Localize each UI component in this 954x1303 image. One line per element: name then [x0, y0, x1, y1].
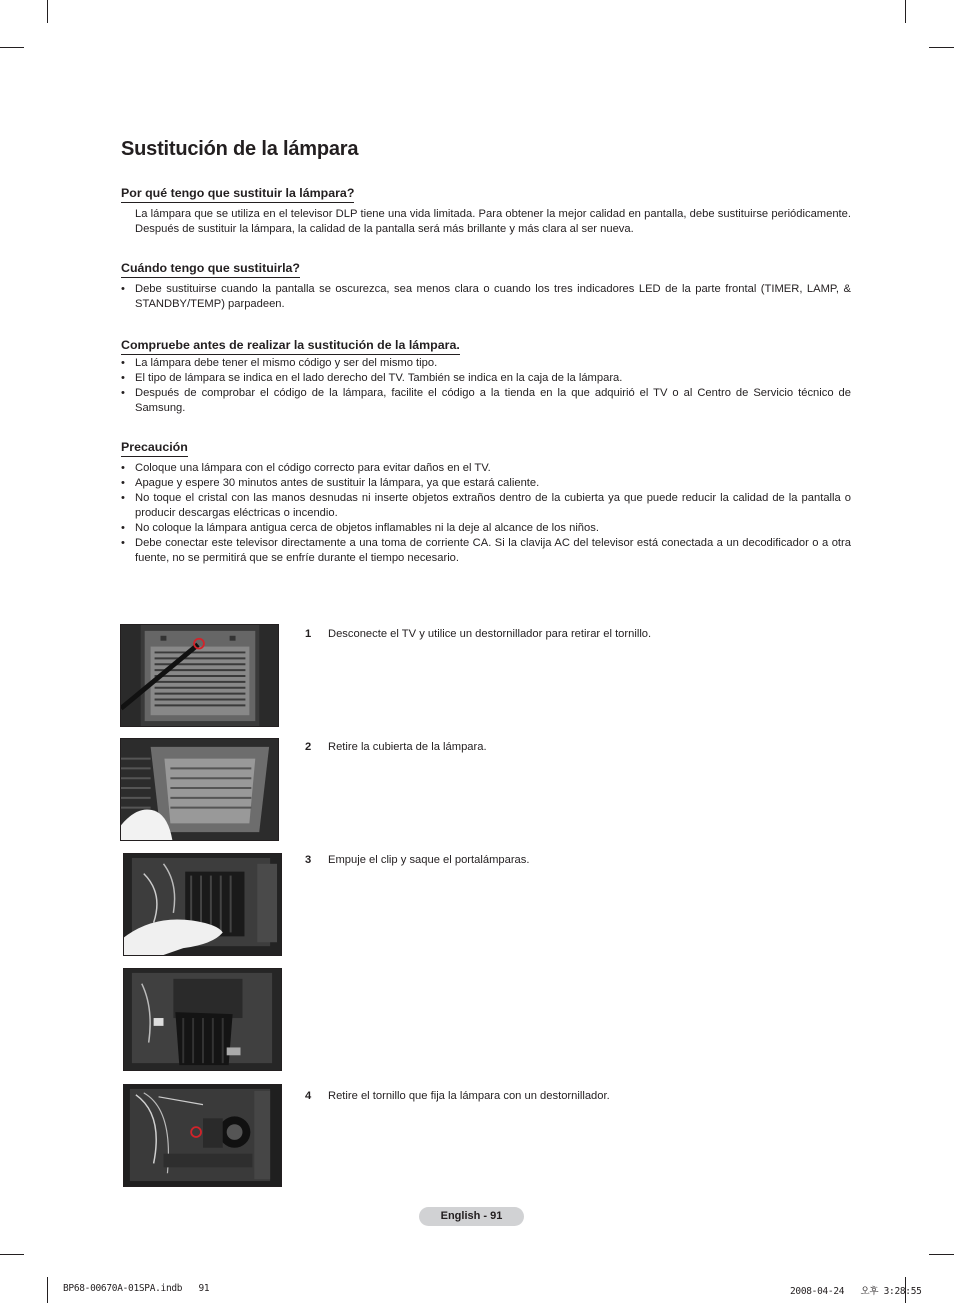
crop-mark: [47, 1277, 48, 1303]
photo-step-3-lamp-holder-hand: [123, 853, 282, 956]
photo-step-4-lamp-screw: [123, 1084, 282, 1187]
list-item: • El tipo de lámpara se indica en el lado derecho del TV. También se indica en la caja de la lámpara.: [121, 372, 623, 384]
bullet-icon: •: [121, 477, 125, 489]
step-text: Empuje el clip y saque el portalámparas.: [328, 854, 530, 866]
bullet-icon: •: [121, 357, 125, 369]
crop-mark: [929, 1254, 954, 1255]
bullet-icon: •: [121, 492, 125, 504]
section-heading-check: Compruebe antes de realizar la sustitución de la lámpara.: [121, 338, 460, 355]
list-item: • Debe sustituirse cuando la pantalla se oscurezca, sea menos clara o cuando los tres indicadores LED de la parte frontal (TIMER, LAMP, & STANDBY/TEMP) parpadeen.: [121, 283, 851, 310]
list-item: • La lámpara debe tener el mismo código y ser del mismo tipo.: [121, 357, 438, 369]
step-text: Retire el tornillo que fija la lámpara con un destornillador.: [328, 1090, 610, 1102]
section-heading-why: Por qué tengo que sustituir la lámpara?: [121, 186, 354, 203]
list-item: • Después de comprobar el código de la lámpara, facilite el código a la tienda en la que adquirió el TV o al Centro de Servicio técnico de Samsung.: [121, 387, 851, 414]
step-number: 2: [305, 741, 312, 753]
step-text: Desconecte el TV y utilice un destornillador para retirar el tornillo.: [328, 628, 652, 640]
crop-mark: [929, 47, 954, 48]
remove-cover-image: [121, 739, 278, 840]
bullet-icon: •: [121, 537, 125, 549]
photo-step-3-pull-holder: [123, 968, 282, 1071]
step-text: Retire la cubierta de la lámpara.: [328, 741, 487, 753]
bullet-icon: •: [121, 372, 125, 384]
photo-step-2-remove-cover: [120, 738, 279, 841]
step-number: 1: [305, 628, 312, 640]
bullet-icon: •: [121, 462, 125, 474]
list-item: • Apague y espere 30 minutos antes de sustituir la lámpara, ya que estará caliente.: [121, 477, 540, 489]
crop-mark: [905, 0, 906, 23]
step-number: 3: [305, 854, 312, 866]
page-number-badge: English - 91: [419, 1207, 524, 1226]
list-item: • Coloque una lámpara con el código correcto para evitar daños en el TV.: [121, 462, 491, 474]
crop-mark: [0, 1254, 24, 1255]
section-heading-caution: Precaución: [121, 440, 188, 457]
bullet-icon: •: [121, 522, 125, 534]
lamp-holder-hand-image: [124, 854, 281, 955]
bullet-list-when: [121, 282, 851, 312]
crop-mark: [47, 0, 48, 23]
section-heading-when: Cuándo tengo que sustituirla?: [121, 261, 300, 278]
bullet-icon: •: [121, 387, 125, 399]
bullet-icon: •: [121, 283, 125, 295]
photo-step-1-remove-screw: [120, 624, 279, 727]
lamp-screw-image: [124, 1085, 281, 1186]
footer-timestamp: 2008-04-24 오후 3:28:55: [790, 1286, 922, 1297]
lamp-cover-screw-image: [121, 625, 278, 726]
section-paragraph-why: La lámpara que se utiliza en el televisor DLP tiene una vida limitada. Para obtener la mejor calidad en pantalla, debe sustituirse periódicamente. Después de sustituir la lámpara, la calidad de la pantalla será más brillante y más clara al ser nueva.: [135, 208, 851, 235]
pull-lamp-holder-image: [124, 969, 281, 1070]
bullet-list-check: [121, 356, 851, 416]
crop-mark: [0, 47, 24, 48]
step-number: 4: [305, 1090, 312, 1102]
list-item: • Debe conectar este televisor directamente a una toma de corriente CA. Si la clavija AC del televisor está conectada a un decodificador o a otra fuente, no se permitirá que se enfríe durante el tiempo necesario.: [121, 537, 851, 564]
list-item: • No toque el cristal con las manos desnudas ni inserte objetos extraños dentro de la cubierta ya que puede reducir la calidad de la pantalla o producir descargas eléctricas o incendio.: [121, 492, 851, 519]
page-title: Sustitución de la lámpara: [121, 138, 359, 160]
bullet-list-caution: [121, 461, 851, 566]
footer-file-info: BP68-00670A-01SPA.indb 91: [63, 1283, 210, 1294]
list-item: • No coloque la lámpara antigua cerca de objetos inflamables ni la deje al alcance de los niños.: [121, 522, 599, 534]
